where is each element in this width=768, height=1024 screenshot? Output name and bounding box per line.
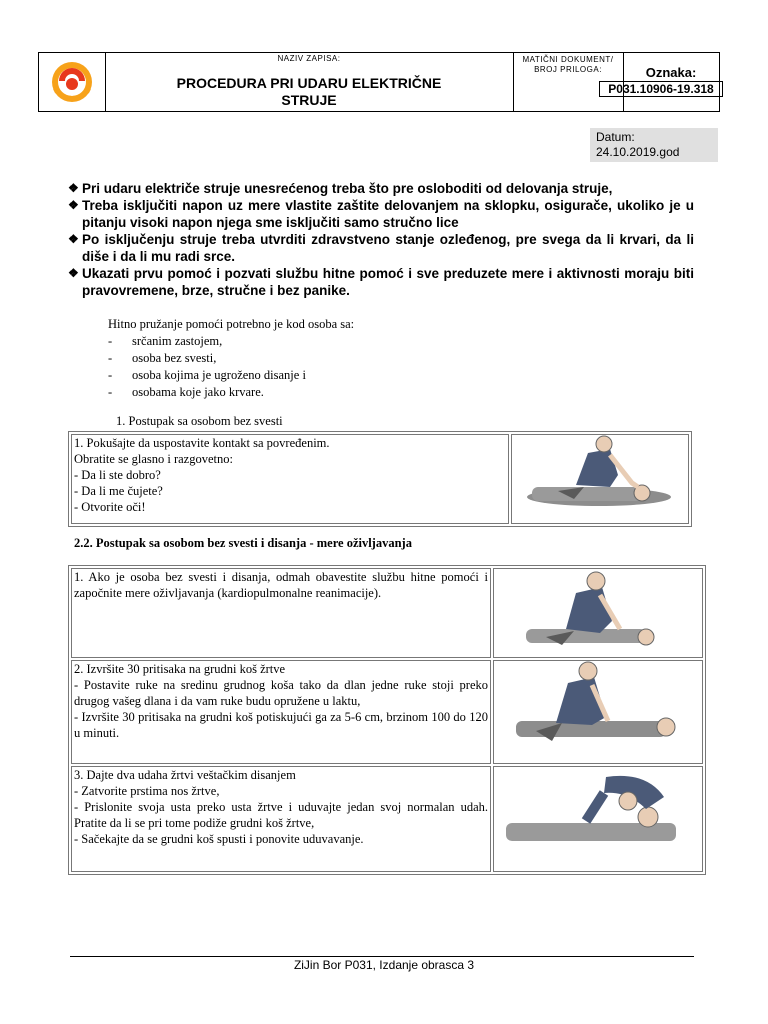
- intro-lead: Hitno pružanje pomoći potrebno je kod osoba sa:: [108, 317, 355, 331]
- table-row: [71, 766, 703, 872]
- rescuer-checking-victim-illustration: [514, 435, 684, 521]
- list-item: - osobama koje jako krvare.: [108, 385, 264, 399]
- diamond-bullet-icon: ❖: [68, 232, 79, 246]
- rescue-breathing-illustration: [496, 767, 696, 867]
- list-item: - osoba bez svesti,: [108, 351, 217, 365]
- table-row: [71, 568, 703, 658]
- date-value: 24.10.2019.god: [596, 145, 680, 159]
- naziv-zapisa-label: NAZIV ZAPISA:: [277, 54, 341, 63]
- date-box: [590, 128, 718, 162]
- bullet-text: Treba isključiti napon uz mere vlastite zaštite delovanjem na sklopku, osigurače, ukoliko je u pitanju visoki napon njega sme isključiti samo stručno lice: [82, 198, 694, 230]
- chest-compression-illustration: [496, 661, 696, 761]
- intro-list: [108, 316, 354, 401]
- document-title: [105, 75, 513, 109]
- oznaka-label: Oznaka:: [645, 65, 697, 80]
- step-illustration-cell: [493, 660, 703, 764]
- maticni-dokument-label: [513, 55, 623, 75]
- bullet-text: Po isključenju struje treba utvrditi zdravstveno stanje ozleđenog, pre svega da li krvari, da li diše i da li mu radi srce.: [82, 232, 694, 264]
- document-title-line1: PROCEDURA PRI UDARU ELEKTRIČNE: [176, 75, 442, 91]
- step-illustration-cell: [511, 434, 689, 524]
- oznaka-value: P031.10906-19.318: [599, 81, 723, 97]
- list-item: - srčanim zastojem,: [108, 334, 223, 348]
- step-illustration-cell: [493, 766, 703, 872]
- table-row: [71, 660, 703, 764]
- bullet-item: [68, 265, 694, 299]
- document-header: [38, 52, 720, 112]
- bullet-item: [68, 180, 694, 197]
- section1-title: 1. Postupak sa osobom bez svesti: [116, 414, 283, 428]
- footer-text: ZiJin Bor P031, Izdanje obrasca 3: [293, 958, 475, 972]
- step-text-cell: 3. Dajte dva udaha žrtvi veštačkim disanjem - Zatvorite prstima nos žrtve, - Prislonite svoja usta preko usta žrtve i uduvajte jedan svoj normalan udah. Pratite da li se pri tome podiže grudni koš žrtve, - Sačekajte da se grudni koš spusti i ponovite uduvavanje.: [71, 766, 491, 872]
- cpr-start-illustration: [496, 569, 696, 657]
- table-row: [71, 434, 689, 524]
- maticni-label-line1: MATIČNI DOKUMENT/: [522, 55, 614, 64]
- diamond-bullet-icon: ❖: [68, 198, 79, 212]
- step-text-cell: 2. Izvršite 30 pritisaka na grudni koš žrtve - Postavite ruke na sredinu grudnog koša tako da dlan jedne ruke stoji preko drugog vašeg dlana i da vam ruke budu opružene u laktu, - Izvršite 30 pritisaka na grudni koš potiskujući ga za 5-6 cm, brzinom 100 do 120 u minuti.: [71, 660, 491, 764]
- bullet-text: Pri udaru električe struje unesrećenog treba što pre osloboditi od delovanja struje,: [82, 181, 613, 196]
- bullet-item: [68, 197, 694, 231]
- step-illustration-cell: [493, 568, 703, 658]
- company-logo: [49, 59, 95, 105]
- bullet-list: [68, 180, 694, 299]
- maticni-label-line2: BROJ PRILOGA:: [534, 65, 602, 74]
- diamond-bullet-icon: ❖: [68, 266, 79, 280]
- bullet-text: Ukazati prvu pomoć i pozvati službu hitne pomoć i sve preduzete mere i aktivnosti moraju biti pravovremene, brze, stručne i bez panike.: [82, 266, 694, 298]
- section2-title: 2.2. Postupak sa osobom bez svesti i disanja - mere oživljavanja: [74, 536, 412, 550]
- section2-table: [68, 565, 706, 875]
- step-text-cell: 1. Pokušajte da uspostavite kontakt sa povređenim. Obratite se glasno i razgovetno: - Da li ste dobro? - Da li me čujete? - Otvorite oči!: [71, 434, 509, 524]
- list-item: - osoba kojima je ugroženo disanje i: [108, 368, 306, 382]
- footer-divider: [70, 956, 694, 957]
- bullet-item: [68, 231, 694, 265]
- date-label: Datum:: [596, 130, 635, 144]
- section1-table: [68, 431, 692, 527]
- document-title-line2: STRUJE: [281, 92, 337, 108]
- step-text-cell: 1. Ako je osoba bez svesti i disanja, odmah obavestite službu hitne pomoći i započnite mere oživljavanja (kardiopulmonalne reanimacije).: [71, 568, 491, 658]
- diamond-bullet-icon: ❖: [68, 181, 79, 195]
